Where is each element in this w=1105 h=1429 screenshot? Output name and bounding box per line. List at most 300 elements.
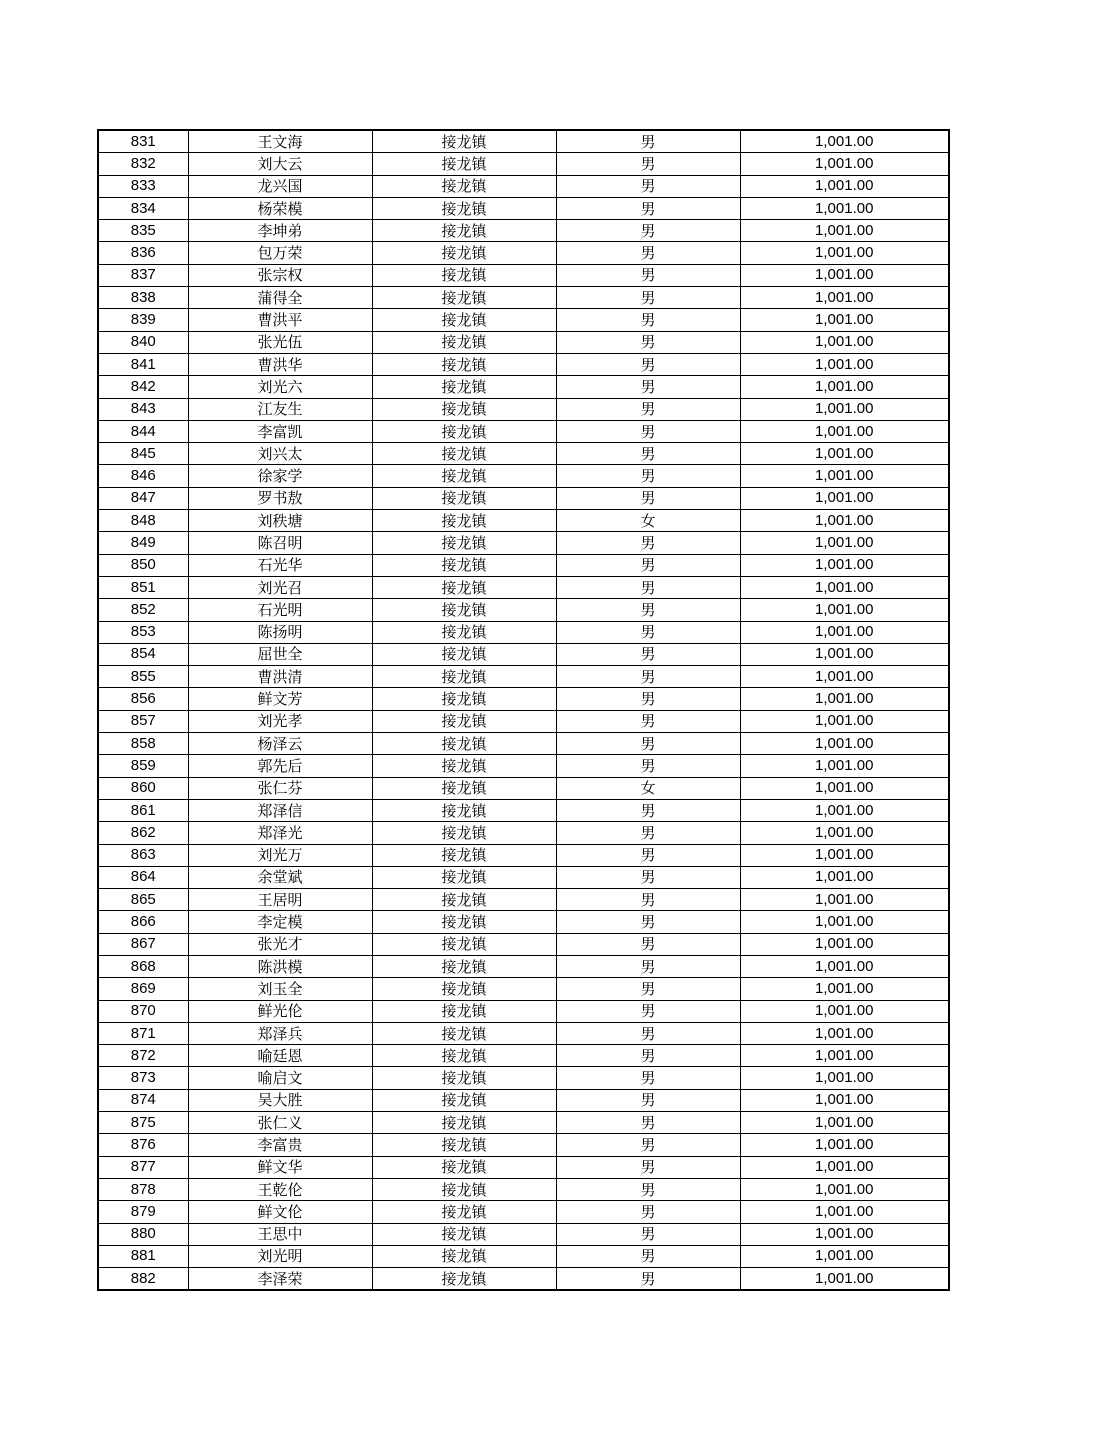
table-row bbox=[98, 1045, 949, 1067]
table-row bbox=[98, 643, 949, 665]
gender-cell: 男 bbox=[556, 1223, 740, 1245]
gender-cell: 男 bbox=[556, 1156, 740, 1178]
table-row bbox=[98, 933, 949, 955]
town-name-cell: 接龙镇 bbox=[372, 175, 556, 197]
person-name-cell: 王思中 bbox=[188, 1223, 372, 1245]
table-row bbox=[98, 866, 949, 888]
person-name-cell: 郭先后 bbox=[188, 755, 372, 777]
person-name-cell: 郑泽兵 bbox=[188, 1022, 372, 1044]
table-row bbox=[98, 220, 949, 242]
town-name-cell: 接龙镇 bbox=[372, 911, 556, 933]
row-number-cell: 859 bbox=[98, 755, 188, 777]
gender-cell: 男 bbox=[556, 1067, 740, 1089]
person-name-cell: 张光才 bbox=[188, 933, 372, 955]
row-number-cell: 867 bbox=[98, 933, 188, 955]
amount-cell: 1,001.00 bbox=[740, 710, 949, 732]
amount-cell: 1,001.00 bbox=[740, 331, 949, 353]
gender-cell: 男 bbox=[556, 175, 740, 197]
table-row bbox=[98, 844, 949, 866]
town-name-cell: 接龙镇 bbox=[372, 1134, 556, 1156]
row-number-cell: 857 bbox=[98, 710, 188, 732]
table-row bbox=[98, 710, 949, 732]
amount-cell: 1,001.00 bbox=[740, 576, 949, 598]
amount-cell: 1,001.00 bbox=[740, 911, 949, 933]
town-name-cell: 接龙镇 bbox=[372, 1178, 556, 1200]
person-name-cell: 徐家学 bbox=[188, 465, 372, 487]
person-name-cell: 鲜文芳 bbox=[188, 688, 372, 710]
table-row bbox=[98, 287, 949, 309]
amount-cell: 1,001.00 bbox=[740, 688, 949, 710]
table-row bbox=[98, 353, 949, 375]
row-number-cell: 860 bbox=[98, 777, 188, 799]
table-row bbox=[98, 755, 949, 777]
row-number-cell: 837 bbox=[98, 264, 188, 286]
table-row bbox=[98, 599, 949, 621]
town-name-cell: 接龙镇 bbox=[372, 666, 556, 688]
amount-cell: 1,001.00 bbox=[740, 1089, 949, 1111]
table-row bbox=[98, 978, 949, 1000]
row-number-cell: 878 bbox=[98, 1178, 188, 1200]
person-name-cell: 曹洪华 bbox=[188, 353, 372, 375]
town-name-cell: 接龙镇 bbox=[372, 688, 556, 710]
town-name-cell: 接龙镇 bbox=[372, 1268, 556, 1291]
gender-cell: 男 bbox=[556, 710, 740, 732]
table-row bbox=[98, 532, 949, 554]
person-name-cell: 杨泽云 bbox=[188, 733, 372, 755]
town-name-cell: 接龙镇 bbox=[372, 487, 556, 509]
town-name-cell: 接龙镇 bbox=[372, 264, 556, 286]
person-name-cell: 陈扬明 bbox=[188, 621, 372, 643]
person-name-cell: 郑泽光 bbox=[188, 822, 372, 844]
town-name-cell: 接龙镇 bbox=[372, 866, 556, 888]
table-row bbox=[98, 1112, 949, 1134]
row-number-cell: 881 bbox=[98, 1245, 188, 1267]
person-name-cell: 王文海 bbox=[188, 130, 372, 153]
gender-cell: 男 bbox=[556, 487, 740, 509]
person-name-cell: 郑泽信 bbox=[188, 799, 372, 821]
amount-cell: 1,001.00 bbox=[740, 777, 949, 799]
table-row bbox=[98, 1134, 949, 1156]
amount-cell: 1,001.00 bbox=[740, 933, 949, 955]
town-name-cell: 接龙镇 bbox=[372, 287, 556, 309]
table-row bbox=[98, 443, 949, 465]
gender-cell: 男 bbox=[556, 1268, 740, 1291]
amount-cell: 1,001.00 bbox=[740, 866, 949, 888]
town-name-cell: 接龙镇 bbox=[372, 933, 556, 955]
table-row bbox=[98, 309, 949, 331]
gender-cell: 女 bbox=[556, 777, 740, 799]
table-row bbox=[98, 264, 949, 286]
person-name-cell: 陈召明 bbox=[188, 532, 372, 554]
person-name-cell: 刘秩塘 bbox=[188, 510, 372, 532]
person-name-cell: 吴大胜 bbox=[188, 1089, 372, 1111]
person-name-cell: 王居明 bbox=[188, 889, 372, 911]
town-name-cell: 接龙镇 bbox=[372, 1223, 556, 1245]
row-number-cell: 836 bbox=[98, 242, 188, 264]
town-name-cell: 接龙镇 bbox=[372, 309, 556, 331]
amount-cell: 1,001.00 bbox=[740, 1223, 949, 1245]
row-number-cell: 835 bbox=[98, 220, 188, 242]
gender-cell: 男 bbox=[556, 1089, 740, 1111]
row-number-cell: 872 bbox=[98, 1045, 188, 1067]
table-row bbox=[98, 175, 949, 197]
amount-cell: 1,001.00 bbox=[740, 1134, 949, 1156]
gender-cell: 男 bbox=[556, 1245, 740, 1267]
person-name-cell: 陈洪模 bbox=[188, 955, 372, 977]
gender-cell: 男 bbox=[556, 755, 740, 777]
gender-cell: 男 bbox=[556, 621, 740, 643]
amount-cell: 1,001.00 bbox=[740, 1112, 949, 1134]
person-name-cell: 蒲得全 bbox=[188, 287, 372, 309]
amount-cell: 1,001.00 bbox=[740, 666, 949, 688]
gender-cell: 男 bbox=[556, 331, 740, 353]
gender-cell: 男 bbox=[556, 264, 740, 286]
amount-cell: 1,001.00 bbox=[740, 1000, 949, 1022]
person-name-cell: 杨荣模 bbox=[188, 197, 372, 219]
gender-cell: 男 bbox=[556, 911, 740, 933]
gender-cell: 男 bbox=[556, 844, 740, 866]
amount-cell: 1,001.00 bbox=[740, 309, 949, 331]
amount-cell: 1,001.00 bbox=[740, 733, 949, 755]
person-name-cell: 罗书敖 bbox=[188, 487, 372, 509]
table-row bbox=[98, 1178, 949, 1200]
row-number-cell: 856 bbox=[98, 688, 188, 710]
town-name-cell: 接龙镇 bbox=[372, 353, 556, 375]
town-name-cell: 接龙镇 bbox=[372, 443, 556, 465]
person-name-cell: 鲜文伦 bbox=[188, 1201, 372, 1223]
gender-cell: 男 bbox=[556, 242, 740, 264]
gender-cell: 男 bbox=[556, 1178, 740, 1200]
town-name-cell: 接龙镇 bbox=[372, 978, 556, 1000]
table-row bbox=[98, 153, 949, 175]
amount-cell: 1,001.00 bbox=[740, 130, 949, 153]
town-name-cell: 接龙镇 bbox=[372, 554, 556, 576]
town-name-cell: 接龙镇 bbox=[372, 955, 556, 977]
gender-cell: 女 bbox=[556, 510, 740, 532]
town-name-cell: 接龙镇 bbox=[372, 1022, 556, 1044]
roster-table bbox=[97, 129, 950, 1291]
person-name-cell: 李富凯 bbox=[188, 420, 372, 442]
row-number-cell: 876 bbox=[98, 1134, 188, 1156]
table-row bbox=[98, 822, 949, 844]
table-row bbox=[98, 1223, 949, 1245]
gender-cell: 男 bbox=[556, 443, 740, 465]
town-name-cell: 接龙镇 bbox=[372, 733, 556, 755]
person-name-cell: 张光伍 bbox=[188, 331, 372, 353]
row-number-cell: 847 bbox=[98, 487, 188, 509]
table-row bbox=[98, 376, 949, 398]
table-row bbox=[98, 420, 949, 442]
row-number-cell: 842 bbox=[98, 376, 188, 398]
town-name-cell: 接龙镇 bbox=[372, 710, 556, 732]
gender-cell: 男 bbox=[556, 688, 740, 710]
row-number-cell: 843 bbox=[98, 398, 188, 420]
row-number-cell: 852 bbox=[98, 599, 188, 621]
row-number-cell: 870 bbox=[98, 1000, 188, 1022]
amount-cell: 1,001.00 bbox=[740, 532, 949, 554]
amount-cell: 1,001.00 bbox=[740, 1156, 949, 1178]
amount-cell: 1,001.00 bbox=[740, 599, 949, 621]
person-name-cell: 刘大云 bbox=[188, 153, 372, 175]
town-name-cell: 接龙镇 bbox=[372, 197, 556, 219]
table-row bbox=[98, 1201, 949, 1223]
town-name-cell: 接龙镇 bbox=[372, 643, 556, 665]
gender-cell: 男 bbox=[556, 197, 740, 219]
amount-cell: 1,001.00 bbox=[740, 287, 949, 309]
row-number-cell: 833 bbox=[98, 175, 188, 197]
roster-table-body bbox=[98, 130, 949, 1290]
gender-cell: 男 bbox=[556, 130, 740, 153]
town-name-cell: 接龙镇 bbox=[372, 1000, 556, 1022]
table-row bbox=[98, 621, 949, 643]
gender-cell: 男 bbox=[556, 1022, 740, 1044]
person-name-cell: 江友生 bbox=[188, 398, 372, 420]
town-name-cell: 接龙镇 bbox=[372, 822, 556, 844]
town-name-cell: 接龙镇 bbox=[372, 220, 556, 242]
person-name-cell: 刘光万 bbox=[188, 844, 372, 866]
row-number-cell: 869 bbox=[98, 978, 188, 1000]
town-name-cell: 接龙镇 bbox=[372, 755, 556, 777]
row-number-cell: 877 bbox=[98, 1156, 188, 1178]
person-name-cell: 王乾伦 bbox=[188, 1178, 372, 1200]
table-row bbox=[98, 1268, 949, 1291]
row-number-cell: 864 bbox=[98, 866, 188, 888]
town-name-cell: 接龙镇 bbox=[372, 376, 556, 398]
person-name-cell: 曹洪清 bbox=[188, 666, 372, 688]
town-name-cell: 接龙镇 bbox=[372, 420, 556, 442]
town-name-cell: 接龙镇 bbox=[372, 465, 556, 487]
row-number-cell: 838 bbox=[98, 287, 188, 309]
row-number-cell: 861 bbox=[98, 799, 188, 821]
amount-cell: 1,001.00 bbox=[740, 1045, 949, 1067]
row-number-cell: 845 bbox=[98, 443, 188, 465]
gender-cell: 男 bbox=[556, 554, 740, 576]
table-row bbox=[98, 733, 949, 755]
person-name-cell: 曹洪平 bbox=[188, 309, 372, 331]
table-row bbox=[98, 487, 949, 509]
table-row bbox=[98, 1089, 949, 1111]
town-name-cell: 接龙镇 bbox=[372, 331, 556, 353]
person-name-cell: 屈世全 bbox=[188, 643, 372, 665]
row-number-cell: 834 bbox=[98, 197, 188, 219]
gender-cell: 男 bbox=[556, 1000, 740, 1022]
amount-cell: 1,001.00 bbox=[740, 510, 949, 532]
person-name-cell: 张仁芬 bbox=[188, 777, 372, 799]
person-name-cell: 鲜文华 bbox=[188, 1156, 372, 1178]
row-number-cell: 879 bbox=[98, 1201, 188, 1223]
gender-cell: 男 bbox=[556, 822, 740, 844]
row-number-cell: 853 bbox=[98, 621, 188, 643]
person-name-cell: 鲜光伦 bbox=[188, 1000, 372, 1022]
row-number-cell: 844 bbox=[98, 420, 188, 442]
town-name-cell: 接龙镇 bbox=[372, 1245, 556, 1267]
gender-cell: 男 bbox=[556, 666, 740, 688]
amount-cell: 1,001.00 bbox=[740, 554, 949, 576]
gender-cell: 男 bbox=[556, 153, 740, 175]
person-name-cell: 刘光明 bbox=[188, 1245, 372, 1267]
row-number-cell: 839 bbox=[98, 309, 188, 331]
town-name-cell: 接龙镇 bbox=[372, 1067, 556, 1089]
amount-cell: 1,001.00 bbox=[740, 376, 949, 398]
gender-cell: 男 bbox=[556, 420, 740, 442]
amount-cell: 1,001.00 bbox=[740, 465, 949, 487]
row-number-cell: 880 bbox=[98, 1223, 188, 1245]
row-number-cell: 858 bbox=[98, 733, 188, 755]
table-row bbox=[98, 1156, 949, 1178]
gender-cell: 男 bbox=[556, 309, 740, 331]
gender-cell: 男 bbox=[556, 220, 740, 242]
amount-cell: 1,001.00 bbox=[740, 197, 949, 219]
table-row bbox=[98, 242, 949, 264]
amount-cell: 1,001.00 bbox=[740, 643, 949, 665]
town-name-cell: 接龙镇 bbox=[372, 1112, 556, 1134]
table-row bbox=[98, 331, 949, 353]
amount-cell: 1,001.00 bbox=[740, 1201, 949, 1223]
amount-cell: 1,001.00 bbox=[740, 889, 949, 911]
row-number-cell: 855 bbox=[98, 666, 188, 688]
table-row bbox=[98, 465, 949, 487]
amount-cell: 1,001.00 bbox=[740, 1067, 949, 1089]
row-number-cell: 863 bbox=[98, 844, 188, 866]
amount-cell: 1,001.00 bbox=[740, 978, 949, 1000]
amount-cell: 1,001.00 bbox=[740, 264, 949, 286]
amount-cell: 1,001.00 bbox=[740, 487, 949, 509]
table-row bbox=[98, 777, 949, 799]
town-name-cell: 接龙镇 bbox=[372, 889, 556, 911]
town-name-cell: 接龙镇 bbox=[372, 599, 556, 621]
row-number-cell: 841 bbox=[98, 353, 188, 375]
gender-cell: 男 bbox=[556, 376, 740, 398]
row-number-cell: 840 bbox=[98, 331, 188, 353]
amount-cell: 1,001.00 bbox=[740, 175, 949, 197]
person-name-cell: 刘玉全 bbox=[188, 978, 372, 1000]
person-name-cell: 石光华 bbox=[188, 554, 372, 576]
table-row bbox=[98, 955, 949, 977]
table-row bbox=[98, 688, 949, 710]
person-name-cell: 龙兴国 bbox=[188, 175, 372, 197]
town-name-cell: 接龙镇 bbox=[372, 1156, 556, 1178]
person-name-cell: 刘兴太 bbox=[188, 443, 372, 465]
row-number-cell: 848 bbox=[98, 510, 188, 532]
amount-cell: 1,001.00 bbox=[740, 1245, 949, 1267]
amount-cell: 1,001.00 bbox=[740, 621, 949, 643]
amount-cell: 1,001.00 bbox=[740, 398, 949, 420]
gender-cell: 男 bbox=[556, 398, 740, 420]
town-name-cell: 接龙镇 bbox=[372, 576, 556, 598]
gender-cell: 男 bbox=[556, 1045, 740, 1067]
person-name-cell: 张宗权 bbox=[188, 264, 372, 286]
table-row bbox=[98, 1245, 949, 1267]
row-number-cell: 850 bbox=[98, 554, 188, 576]
amount-cell: 1,001.00 bbox=[740, 1268, 949, 1291]
person-name-cell: 石光明 bbox=[188, 599, 372, 621]
row-number-cell: 862 bbox=[98, 822, 188, 844]
amount-cell: 1,001.00 bbox=[740, 1178, 949, 1200]
amount-cell: 1,001.00 bbox=[740, 242, 949, 264]
person-name-cell: 余堂斌 bbox=[188, 866, 372, 888]
town-name-cell: 接龙镇 bbox=[372, 777, 556, 799]
person-name-cell: 李定模 bbox=[188, 911, 372, 933]
table-row bbox=[98, 911, 949, 933]
row-number-cell: 854 bbox=[98, 643, 188, 665]
table-row bbox=[98, 889, 949, 911]
row-number-cell: 849 bbox=[98, 532, 188, 554]
gender-cell: 男 bbox=[556, 799, 740, 821]
town-name-cell: 接龙镇 bbox=[372, 1201, 556, 1223]
row-number-cell: 875 bbox=[98, 1112, 188, 1134]
table-row bbox=[98, 799, 949, 821]
gender-cell: 男 bbox=[556, 465, 740, 487]
amount-cell: 1,001.00 bbox=[740, 799, 949, 821]
table-row bbox=[98, 666, 949, 688]
town-name-cell: 接龙镇 bbox=[372, 621, 556, 643]
gender-cell: 男 bbox=[556, 1201, 740, 1223]
table-row bbox=[98, 1067, 949, 1089]
gender-cell: 男 bbox=[556, 353, 740, 375]
table-row bbox=[98, 510, 949, 532]
person-name-cell: 刘光召 bbox=[188, 576, 372, 598]
row-number-cell: 882 bbox=[98, 1268, 188, 1291]
gender-cell: 男 bbox=[556, 576, 740, 598]
town-name-cell: 接龙镇 bbox=[372, 844, 556, 866]
gender-cell: 男 bbox=[556, 866, 740, 888]
row-number-cell: 832 bbox=[98, 153, 188, 175]
amount-cell: 1,001.00 bbox=[740, 844, 949, 866]
person-name-cell: 李坤弟 bbox=[188, 220, 372, 242]
row-number-cell: 831 bbox=[98, 130, 188, 153]
row-number-cell: 866 bbox=[98, 911, 188, 933]
person-name-cell: 喻启文 bbox=[188, 1067, 372, 1089]
person-name-cell: 喻廷恩 bbox=[188, 1045, 372, 1067]
town-name-cell: 接龙镇 bbox=[372, 510, 556, 532]
town-name-cell: 接龙镇 bbox=[372, 1089, 556, 1111]
town-name-cell: 接龙镇 bbox=[372, 532, 556, 554]
person-name-cell: 张仁义 bbox=[188, 1112, 372, 1134]
amount-cell: 1,001.00 bbox=[740, 822, 949, 844]
amount-cell: 1,001.00 bbox=[740, 443, 949, 465]
person-name-cell: 包万荣 bbox=[188, 242, 372, 264]
town-name-cell: 接龙镇 bbox=[372, 153, 556, 175]
gender-cell: 男 bbox=[556, 599, 740, 621]
town-name-cell: 接龙镇 bbox=[372, 799, 556, 821]
town-name-cell: 接龙镇 bbox=[372, 398, 556, 420]
table-row bbox=[98, 1022, 949, 1044]
row-number-cell: 851 bbox=[98, 576, 188, 598]
town-name-cell: 接龙镇 bbox=[372, 130, 556, 153]
table-row bbox=[98, 1000, 949, 1022]
amount-cell: 1,001.00 bbox=[740, 420, 949, 442]
gender-cell: 男 bbox=[556, 287, 740, 309]
gender-cell: 男 bbox=[556, 955, 740, 977]
gender-cell: 男 bbox=[556, 532, 740, 554]
amount-cell: 1,001.00 bbox=[740, 220, 949, 242]
town-name-cell: 接龙镇 bbox=[372, 242, 556, 264]
amount-cell: 1,001.00 bbox=[740, 1022, 949, 1044]
row-number-cell: 868 bbox=[98, 955, 188, 977]
row-number-cell: 871 bbox=[98, 1022, 188, 1044]
table-row bbox=[98, 398, 949, 420]
row-number-cell: 873 bbox=[98, 1067, 188, 1089]
gender-cell: 男 bbox=[556, 889, 740, 911]
table-row bbox=[98, 576, 949, 598]
gender-cell: 男 bbox=[556, 1134, 740, 1156]
gender-cell: 男 bbox=[556, 933, 740, 955]
person-name-cell: 李泽荣 bbox=[188, 1268, 372, 1291]
amount-cell: 1,001.00 bbox=[740, 755, 949, 777]
amount-cell: 1,001.00 bbox=[740, 353, 949, 375]
gender-cell: 男 bbox=[556, 978, 740, 1000]
person-name-cell: 刘光孝 bbox=[188, 710, 372, 732]
